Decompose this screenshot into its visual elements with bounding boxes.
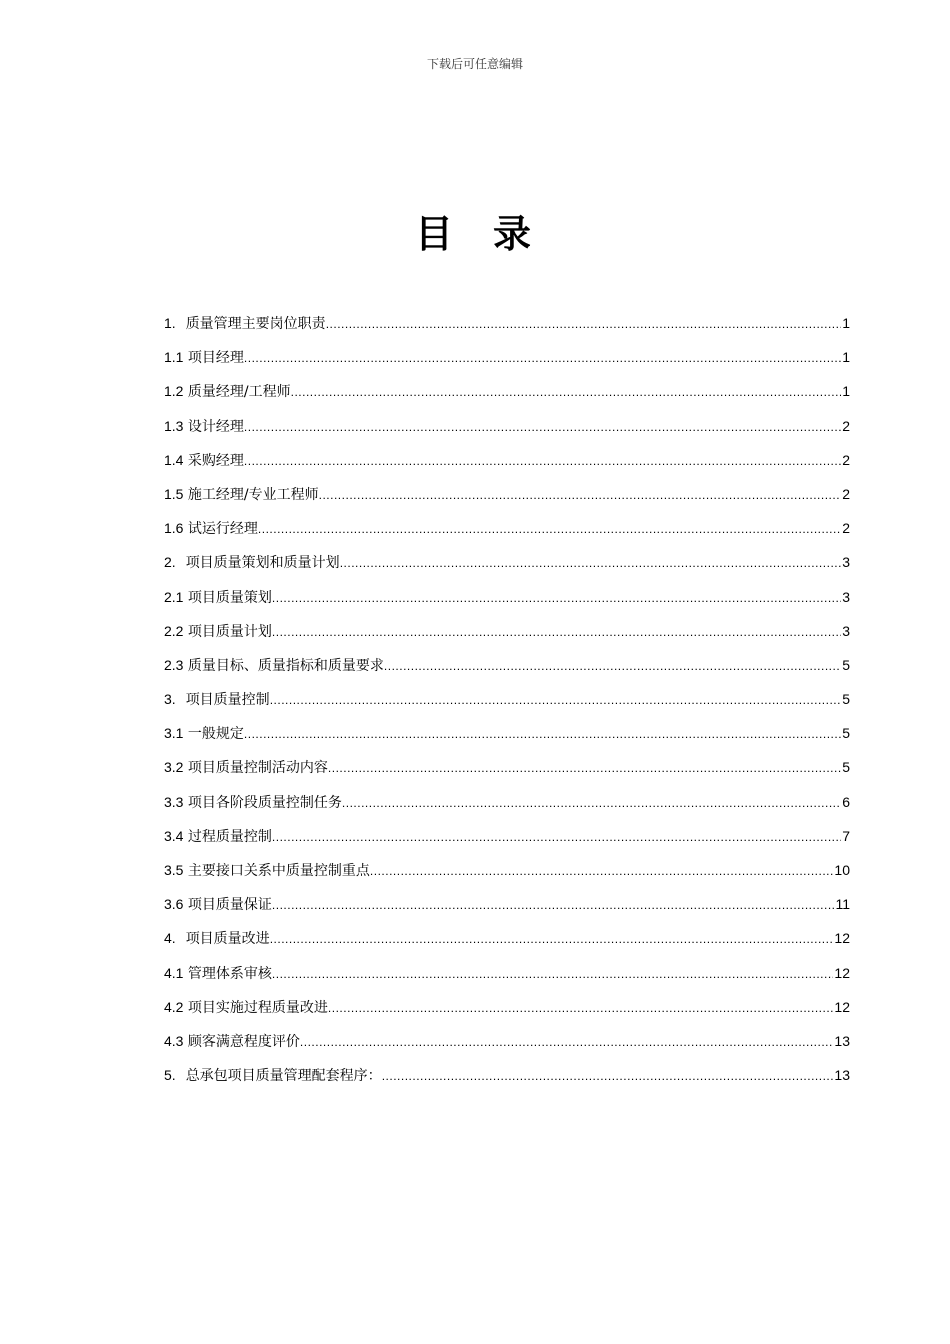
toc-entry-text: 项目质量策划 [187,589,272,606]
toc-entry-number: 2. [164,554,176,571]
toc-dot-leader [319,484,842,506]
toc-entry-text: 管理体系审核 [187,965,272,982]
toc-entry-page-number: 10 [834,862,850,878]
toc-entry-text: 质量管理主要岗位职责 [185,316,326,332]
page-header-note: 下载后可任意编辑 [426,57,523,71]
toc-entry-text: 采购经理 [187,452,244,469]
toc-entry[interactable] [164,825,850,859]
toc-entry-page-number: 1 [842,315,850,331]
toc-entry-page-number: 2 [842,520,850,537]
toc-entry-page-number: 5 [842,691,850,708]
toc-entry-page-number: 12 [834,964,850,981]
toc-entry-label [164,859,370,882]
toc-entry-text: 设计经理 [187,418,244,435]
toc-entry-number: 1.2 [164,383,184,400]
toc-entry-number: 3.2 [164,759,184,776]
toc-entry-label [164,688,270,711]
toc-entry-label [164,825,272,848]
toc-entry-number: 1.6 [164,520,184,537]
toc-entry[interactable] [164,859,850,893]
toc-entry-text: 项目经理 [187,350,244,367]
toc-entry-label [164,586,272,609]
toc-entry-number: 3.1 [164,725,184,742]
toc-entry[interactable] [164,1030,850,1064]
toc-entry-page-number: 3 [842,588,850,605]
toc-dot-leader [272,826,841,848]
toc-entry-label [164,1030,300,1053]
toc-entry-page-number: 5 [842,759,850,776]
toc-entry-text: 项目质量计划 [187,623,272,640]
toc-entry-page-number: 5 [842,656,850,673]
toc-entry-label [164,312,326,335]
toc-dot-leader [270,928,834,950]
toc-entry-page-number: 5 [842,725,850,742]
toc-entry-number: 3. [164,691,176,708]
toc-entry[interactable] [164,346,850,380]
toc-dot-leader [244,450,841,472]
toc-entry-text: 主要接口关系中质量控制重点 [187,863,370,879]
toc-entry-text: 项目质量策划和质量计划 [185,555,340,572]
toc-dot-leader [291,381,842,403]
toc-entry-text: 项目各阶段质量控制任务 [187,794,342,811]
toc-entry-text: 项目质量控制活动内容 [187,760,328,777]
toc-dot-leader [342,792,841,814]
toc-dot-leader [258,518,841,540]
toc-entry[interactable] [164,586,850,620]
toc-dot-leader [382,1065,834,1087]
toc-entry[interactable] [164,483,850,517]
toc-entry-page-number: 13 [834,1032,850,1049]
toc-entry[interactable] [164,996,850,1030]
toc-entry-text: 总承包项目质量管理配套程序： [185,1068,382,1085]
toc-entry-label [164,996,328,1019]
toc-entry[interactable] [164,688,850,722]
toc-dot-leader [384,655,841,677]
toc-entry[interactable] [164,722,850,756]
toc-entry-text: 项目实施过程质量改进 [187,999,328,1016]
toc-entry-page-number: 6 [842,793,850,810]
toc-entry-number: 3.4 [164,827,184,844]
toc-entry-text: 施工经理/专业工程师 [187,486,319,503]
toc-entry[interactable] [164,927,850,961]
toc-entry-label [164,415,244,438]
toc-entry-page-number: 2 [842,485,850,502]
toc-entry-number: 3.5 [164,862,184,878]
toc-entry[interactable] [164,620,850,654]
toc-entry[interactable] [164,756,850,790]
toc-entry-text: 项目质量改进 [185,931,270,948]
toc-dot-leader [326,313,842,335]
toc-entry-text: 一般规定 [187,726,244,743]
toc-entry-page-number: 3 [842,622,850,639]
toc-dot-leader [270,689,842,711]
toc-dot-leader [370,860,834,882]
toc-entry-page-number: 2 [842,451,850,468]
toc-entry-number: 3.6 [164,896,184,913]
toc-entry-text: 试运行经理 [187,521,258,538]
toc-entry[interactable] [164,791,850,825]
toc-dot-leader [244,416,841,438]
toc-entry-number: 1.1 [164,349,184,366]
toc-entry-label [164,620,272,643]
toc-entry-page-number: 13 [834,1067,850,1084]
toc-dot-leader [272,587,841,609]
toc-entry-label [164,517,258,540]
toc-entry-label [164,551,340,574]
toc-entry-text: 质量经理/工程师 [187,384,291,401]
toc-dot-leader [272,963,834,985]
toc-entry[interactable] [164,380,850,414]
toc-entry-label [164,1064,382,1087]
toc-entry[interactable] [164,1064,850,1098]
toc-entry-text: 顾客满意程度评价 [187,1033,300,1050]
toc-dot-leader [328,997,834,1019]
toc-entry[interactable] [164,415,850,449]
toc-dot-leader [244,347,841,369]
toc-title: 目录 [414,212,571,256]
toc-entry-label [164,722,244,745]
toc-entry[interactable] [164,449,850,483]
toc-entry-text: 质量目标、质量指标和质量要求 [187,657,384,674]
toc-entry[interactable] [164,551,850,585]
table-of-contents [164,312,850,1098]
toc-dot-leader [340,552,842,574]
toc-entry-number: 3.3 [164,793,184,810]
toc-entry-label [164,346,244,369]
toc-entry-text: 项目质量保证 [187,897,272,914]
toc-entry-label [164,962,272,985]
toc-entry-page-number: 7 [842,827,850,844]
toc-entry-label [164,483,319,506]
toc-entry-number: 1.4 [164,451,184,468]
toc-entry-number: 4.2 [164,998,184,1015]
toc-entry-number: 1.3 [164,417,184,434]
toc-entry-number: 5. [164,1067,176,1084]
toc-entry-text: 项目质量控制 [185,692,270,709]
toc-entry[interactable] [164,962,850,996]
toc-dot-leader [272,894,835,916]
toc-entry-text: 过程质量控制 [187,828,272,845]
toc-entry-number: 4. [164,930,176,947]
toc-entry-number: 2.1 [164,588,184,605]
toc-entry[interactable] [164,517,850,551]
toc-entry-number: 1.5 [164,485,184,502]
toc-dot-leader [300,1031,834,1053]
toc-entry[interactable] [164,312,850,346]
toc-entry-page-number: 3 [842,554,850,571]
toc-entry-number: 2.2 [164,622,184,639]
toc-entry-label [164,449,244,472]
toc-entry-label [164,927,270,950]
toc-entry-label [164,654,384,677]
toc-entry-page-number: 1 [842,349,850,366]
toc-entry-label [164,791,342,814]
toc-entry-number: 4.1 [164,964,184,981]
toc-entry-page-number: 2 [842,417,850,434]
toc-entry-number: 1. [164,315,176,331]
toc-dot-leader [244,723,841,745]
toc-entry-page-number: 12 [834,930,850,947]
toc-entry-page-number: 1 [842,383,850,400]
toc-entry-number: 4.3 [164,1032,184,1049]
toc-dot-leader [272,621,841,643]
toc-entry-page-number: 11 [835,896,850,913]
toc-entry-label [164,380,291,403]
toc-entry-label [164,893,272,916]
toc-entry-page-number: 12 [834,998,850,1015]
toc-entry-number: 2.3 [164,656,184,673]
toc-dot-leader [328,757,841,779]
toc-entry[interactable] [164,893,850,927]
toc-entry-label [164,756,328,779]
toc-entry[interactable] [164,654,850,688]
